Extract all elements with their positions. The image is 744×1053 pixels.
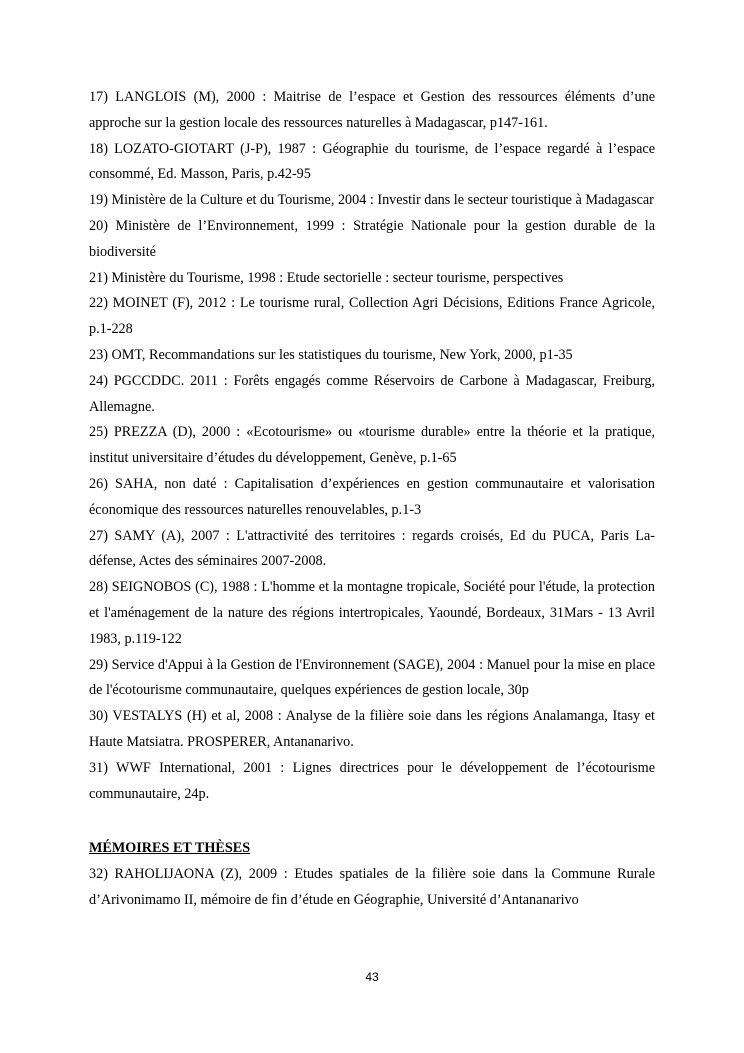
reference-entry: 25) PREZZA (D), 2000 : «Ecotourisme» ou «tourisme durable» entre la théorie et la pratique, institut universitaire d’études du développement, Genève, p.1-65 <box>89 424 655 467</box>
reference-entry: 27) SAMY (A), 2007 : L'attractivité des territoires : regards croisés, Ed du PUCA, Paris La-défense, Actes des séminaires 2007-2008. <box>89 527 655 570</box>
reference-entry: 32) RAHOLIJAONA (Z), 2009 : Etudes spatiales de la filière soie dans la Commune Rurale d’Arivonimamo II, mémoire de fin d’étude en Géographie, Université d’Antananarivo <box>89 866 655 908</box>
reference-entry: 28) SEIGNOBOS (C), 1988 : L'homme et la montagne tropicale, Société pour l'étude, la protection et l'aménagement de la nature des régions intertropicales, Yaoundé, Bordeaux, 31Mars - 13 Avril 1983, p.119-122 <box>89 579 655 647</box>
reference-entry: 22) MOINET (F), 2012 : Le tourisme rural, Collection Agri Décisions, Editions France Agricole, p.1-228 <box>89 295 655 338</box>
reference-entry: 24) PGCCDDC. 2011 : Forêts engagés comme Réservoirs de Carbone à Madagascar, Freiburg, Allemagne. <box>89 372 655 415</box>
reference-entry: 20) Ministère de l’Environnement, 1999 : Stratégie Nationale pour la gestion durable de la biodiversité <box>89 217 655 260</box>
section-heading: MÉMOIRES ET THÈSES <box>89 840 251 856</box>
page-number: 43 <box>365 970 379 984</box>
reference-entry: 17) LANGLOIS (M), 2000 : Maitrise de l’espace et Gestion des ressources éléments d’une approche sur la gestion locale des ressources naturelles à Madagascar, p147-161. <box>89 89 655 131</box>
theses-list <box>89 862 655 914</box>
reference-entry: 21) Ministère du Tourisme, 1998 : Etude sectorielle : secteur tourisme, perspectives <box>89 269 564 286</box>
bibliography-list <box>89 85 655 807</box>
reference-entry: 31) WWF International, 2001 : Lignes directrices pour le développement de l’écotourisme communautaire, 24p. <box>89 759 655 802</box>
reference-entry: 26) SAHA, non daté : Capitalisation d’expériences en gestion communautaire et valorisation économique des ressources naturelles renouvelables, p.1-3 <box>89 475 655 518</box>
reference-entry: 18) LOZATO-GIOTART (J-P), 1987 : Géographie du tourisme, de l’espace regardé à l’espace consommé, Ed. Masson, Paris, p.42-95 <box>89 140 655 183</box>
reference-entry: 23) OMT, Recommandations sur les statistiques du tourisme, New York, 2000, p1-35 <box>89 346 573 363</box>
reference-entry: 19) Ministère de la Culture et du Tourisme, 2004 : Investir dans le secteur touristique à Madagascar <box>89 192 654 209</box>
reference-entry: 29) Service d'Appui à la Gestion de l'Environnement (SAGE), 2004 : Manuel pour la mise en place de l'écotourisme communautaire, quelques expériences de gestion locale, 30p <box>89 656 655 699</box>
reference-entry: 30) VESTALYS (H) et al, 2008 : Analyse de la filière soie dans les régions Analamanga, Itasy et Haute Matsiatra. PROSPERER, Antananarivo. <box>89 708 655 750</box>
